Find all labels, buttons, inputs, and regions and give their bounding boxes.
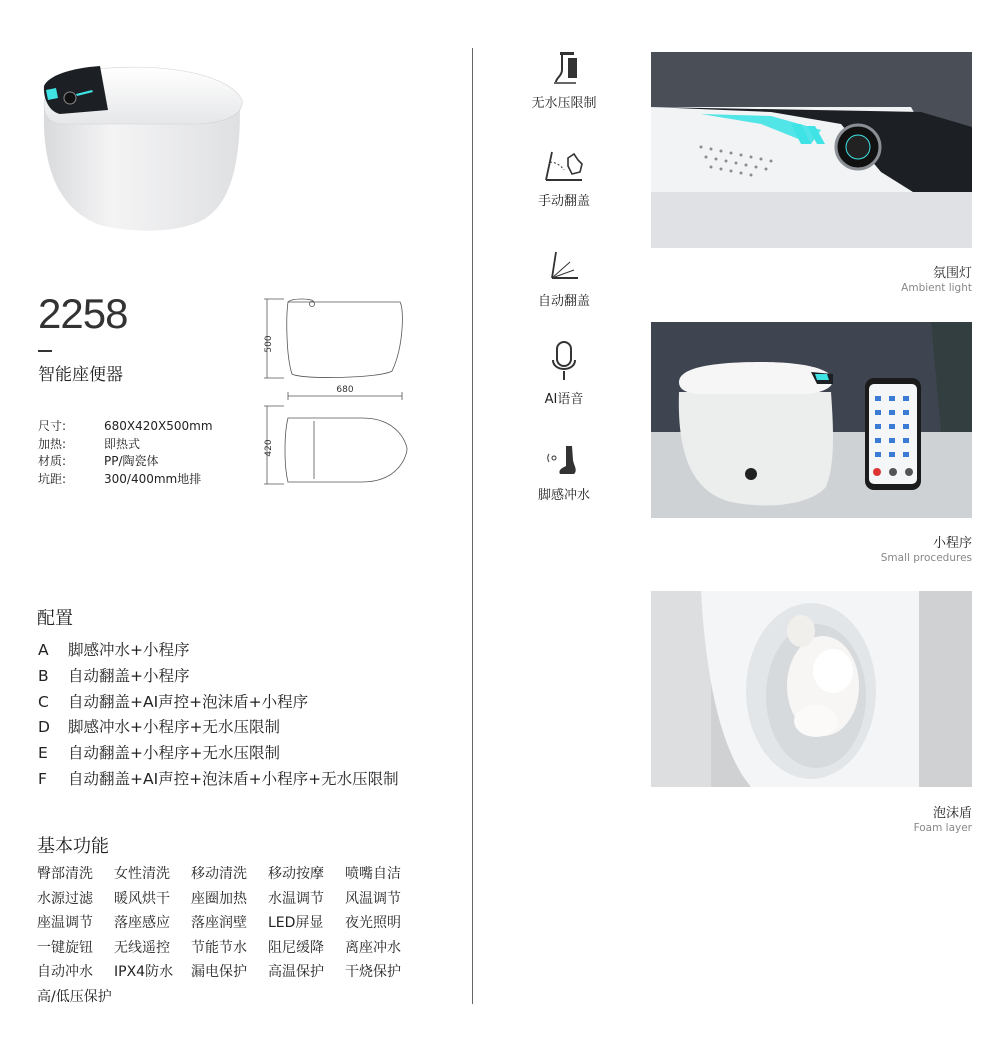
mini-program-caption-en: Small procedures <box>880 552 972 564</box>
functions-title: 基本功能 <box>37 836 109 857</box>
auto-lid-icon <box>546 248 582 284</box>
function-item: IPX4防水 <box>114 964 174 981</box>
function-item: LED屏显 <box>268 915 324 932</box>
config-item: D 脚感冲水+小程序+无水压限制 <box>38 718 280 737</box>
function-item: 臀部清洗 <box>37 866 93 882</box>
ambient-light-caption: 氛围灯 <box>932 266 972 281</box>
spec-row: 坑距: 300/400mm地排 <box>38 471 202 486</box>
function-item: 喷嘴自洁 <box>345 866 401 882</box>
product-name: 智能座便器 <box>38 365 123 385</box>
functions-grid <box>37 862 437 1010</box>
spec-row: 加热: 即热式 <box>38 436 141 451</box>
function-item: 高/低压保护 <box>37 988 112 1005</box>
mini-program-caption: 小程序 <box>932 536 972 551</box>
function-item: 干烧保护 <box>345 964 401 981</box>
column-divider <box>472 48 473 1004</box>
length-dimension-label: 680 <box>336 385 354 395</box>
feature-ai-voice: AI语音 <box>509 340 619 407</box>
function-item: 座温调节 <box>37 915 93 932</box>
foot-sensor-icon <box>546 442 582 478</box>
width-dimension-label: 420 <box>264 439 274 457</box>
hand-lid-icon <box>542 148 586 184</box>
function-item: 水源过滤 <box>37 890 93 907</box>
feature-manual-lid: 手动翻盖 <box>509 148 619 209</box>
function-item: 自动冲水 <box>37 964 93 981</box>
config-item: A 脚感冲水+小程序 <box>38 641 190 659</box>
function-item: 落座感应 <box>114 915 170 932</box>
title-divider <box>38 350 52 352</box>
microphone-icon <box>546 340 582 382</box>
model-number: 2258 <box>38 290 128 337</box>
function-item: 高温保护 <box>268 964 324 981</box>
dimension-drawing <box>262 296 412 488</box>
feature-no-water-pressure: 无水压限制 <box>509 50 619 111</box>
function-item: 离座冲水 <box>345 939 401 956</box>
config-title: 配置 <box>37 608 73 629</box>
function-item: 移动按摩 <box>268 866 324 882</box>
function-item: 风温调节 <box>345 890 401 907</box>
height-dimension-label: 500 <box>264 335 274 353</box>
config-item: C 自动翻盖+AI声控+泡沫盾+小程序 <box>38 692 309 711</box>
feature-foot-flush: 脚感冲水 <box>509 442 619 503</box>
spec-list <box>38 418 213 488</box>
foam-layer-photo <box>651 591 972 787</box>
function-item: 移动清洗 <box>191 866 247 882</box>
function-item: 暖风烘干 <box>114 890 170 907</box>
config-item: F 自动翻盖+AI声控+泡沫盾+小程序+无水压限制 <box>38 769 399 788</box>
faucet-icon <box>546 50 582 86</box>
function-item: 落座润壁 <box>191 915 247 932</box>
function-item: 阻尼缓降 <box>268 939 324 956</box>
spec-row: 尺寸: 680X420X500mm <box>38 419 213 433</box>
function-item: 水温调节 <box>268 890 324 907</box>
function-item: 一键旋钮 <box>37 939 93 956</box>
foam-layer-caption-en: Foam layer <box>913 822 972 834</box>
function-item: 女性清洗 <box>114 866 170 882</box>
spec-row: 材质: PP/陶瓷体 <box>38 454 159 468</box>
feature-auto-lid: 自动翻盖 <box>509 248 619 309</box>
config-item: E 自动翻盖+小程序+无水压限制 <box>38 744 280 763</box>
ambient-light-photo <box>651 52 972 248</box>
function-item: 座圈加热 <box>191 890 247 907</box>
product-hero-image <box>30 50 260 240</box>
mini-program-photo <box>651 322 972 518</box>
function-item: 无线遥控 <box>114 939 170 956</box>
function-item: 节能节水 <box>191 939 247 956</box>
function-item: 漏电保护 <box>191 964 247 981</box>
ambient-light-caption-en: Ambient light <box>901 282 972 294</box>
function-item: 夜光照明 <box>345 915 401 932</box>
config-list <box>38 638 399 793</box>
config-item: B 自动翻盖+小程序 <box>38 666 190 685</box>
foam-layer-caption: 泡沫盾 <box>932 806 972 821</box>
